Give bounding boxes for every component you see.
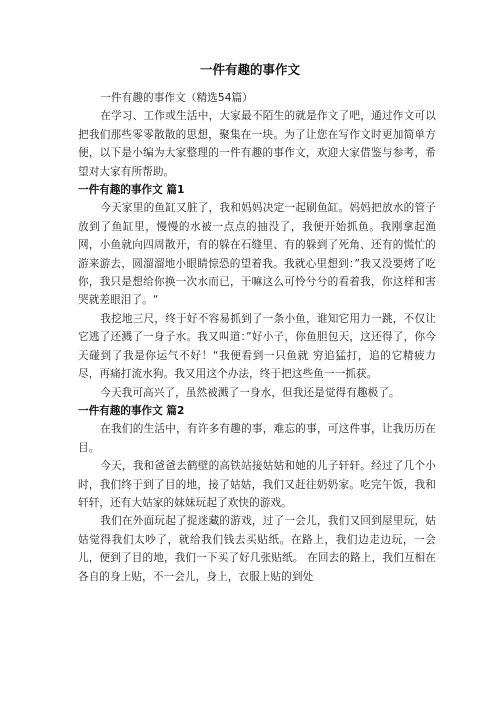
paragraph: 一件有趣的事作文（精选54篇） — [100, 92, 253, 104]
paragraph: 我挖地三尺，终于好不容易抓到了一条小鱼，谁知它用力一跳，不仅让它逃了还溅了一身子水。我又叫道：”好小子，你鱼胆包天，这还得了，你今天碰到了我是你运气不好！“我便看到一只鱼就 穷追猛打，追的它精疲力尽，再痛打流水狗。我又用这个办法，终于把这些鱼一一抓获。 — [78, 312, 436, 381]
paragraph: 今天家里的鱼缸又脏了，我和妈妈决定一起刷鱼缸。妈妈把放水的管子放到了鱼缸里，慢慢的水被一点点的抽没了，我便开始抓鱼。我刚拿起渔网，小鱼就向四周散开，有的躲在石缝里、有的躲到了死角、还有的慌忙的游来游去，圆溜溜地小眼睛惊恐的望着我。我就心里想到：”我又没要烤了吃你，我只是想给你换一次水而已，干嘛这么可怜兮兮的看着我，你这样和害哭就差眼泪了。“ — [78, 202, 436, 307]
paragraph: 在我们的生活中，有许多有趣的事，难忘的事，可这件事，让我历历在目。 — [78, 423, 436, 454]
section-heading: 一件有趣的事作文 篇1 — [78, 184, 185, 197]
document-body — [78, 89, 436, 586]
document-title: 一件有趣的事作文 — [199, 62, 300, 77]
paragraph: 今天我可高兴了，虽然被溅了一身水，但我还是觉得有趣极了。 — [100, 386, 400, 399]
section-heading: 一件有趣的事作文 篇2 — [78, 404, 185, 417]
paragraph: 在学习、工作或生活中，大家最不陌生的就是作文了吧，通过作文可以把我们那些零零散散的思想，聚集在一块。为了让您在写作文时更加简单方便，以下是小编为大家整理的一件有趣的事作文，欢迎大家借鉴与参考，希望对大家有所帮助。 — [78, 110, 436, 178]
paragraph: 我们在外面玩起了捉迷藏的游戏，过了一会儿，我们又回到屋里玩，姑姑觉得我们太吵了，就给我们钱去买贴纸。在路上，我们边走边玩，一会儿，便到了目的地，我们一下买了好几张贴纸。 在回去的路上，我们互相在各自的身上贴，不一会儿，身上，衣服上贴的到处 — [78, 515, 436, 583]
paragraph: 今天，我和爸爸去鹤壁的高铁站接姑姑和她的儿子轩轩。经过了几个小时，我们终于到了目的地，接了姑姑，我们又赶往奶奶家。吃完午饭，我和轩轩，还有大姑家的妹妹玩起了欢快的游戏。 — [78, 460, 436, 509]
